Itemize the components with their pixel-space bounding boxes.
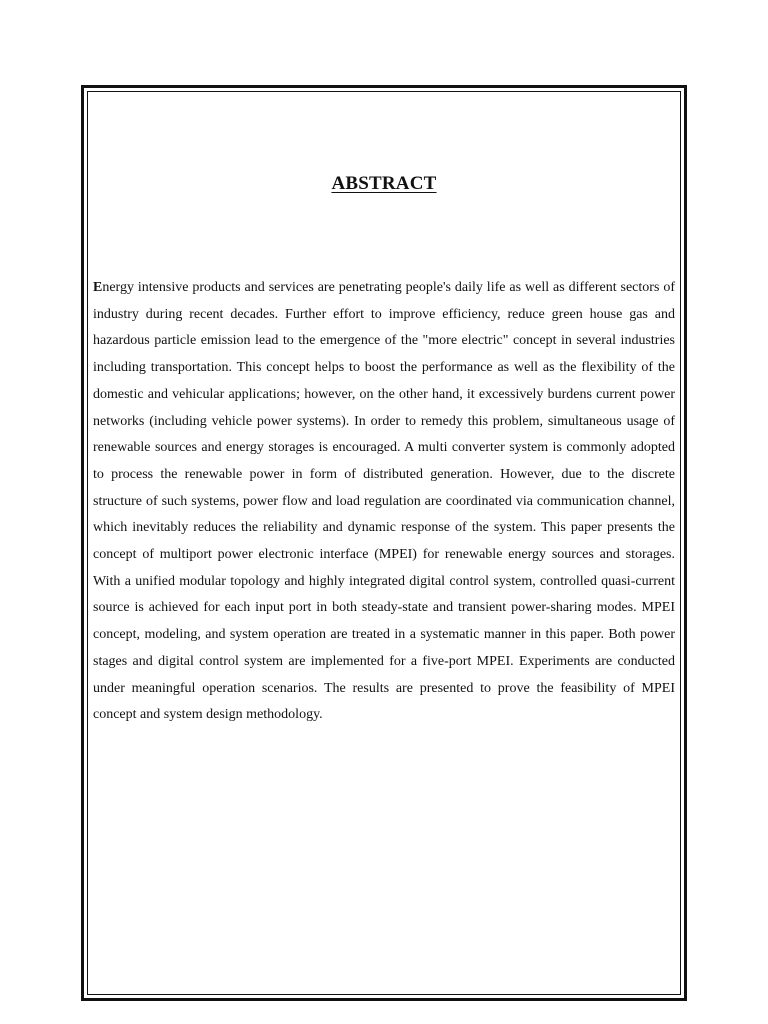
abstract-first-letter: E [93,280,103,295]
abstract-heading: ABSTRACT [331,173,437,194]
abstract-text: nergy intensive products and services are penetrating people's daily life as well as different sectors of industry during recent decades. Further effort to improve efficiency, reduce green house gas and hazardous particle emission lead to the emergence of the "more electric" concept in several industries including transportation. This concept helps to boost the performance as well as the flexibility of the domestic and vehicular applications; however, on the other hand, it excessively burdens current power networks (including vehicle power systems). In order to remedy this problem, simultaneous usage of renewable sources and energy storages is encouraged. A multi converter system is commonly adopted to process the renewable power in form of distributed generation. However, due to the discrete structure of such systems, power flow and load regulation are coordinated via communication channel, which inevitably reduces the reliability and dynamic response of the system. This paper presents the concept of multiport power electronic interface (MPEI) for renewable energy sources and storages. With a unified modular topology and highly integrated digital control system, controlled quasi-current source is achieved for each input port in both steady-state and transient power-sharing modes. MPEI concept, modeling, and system operation are treated in a systematic manner in this paper. Both power stages and digital control system are implemented for a five-port MPEI. Experiments are conducted under meaningful operation scenarios. The results are presented to prove the feasibility of MPEI concept and system design methodology. [93,280,675,723]
abstract-paragraph [93,275,675,729]
